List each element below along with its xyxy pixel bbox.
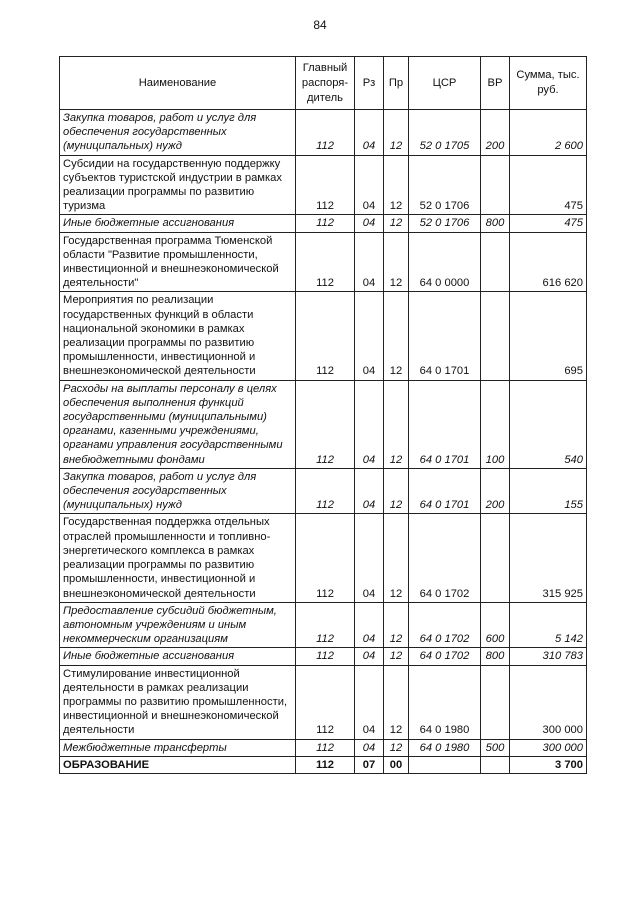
cell-name: Расходы на выплаты персоналу в целях обеспечения выполнения функций государственными (муниципальными) органами, казенными учреждениями, органами управления государственными внебюджетными фондами [60,380,296,468]
cell-admin: 112 [296,155,355,215]
table-row [60,468,587,514]
cell-csr: 64 0 1702 [409,514,481,602]
cell-sum: 310 783 [510,648,587,665]
cell-csr: 64 0 1701 [409,380,481,468]
cell-csr: 64 0 1980 [409,739,481,756]
cell-admin: 112 [296,292,355,380]
cell-admin: 112 [296,514,355,602]
cell-vr [481,514,510,602]
cell-sum: 540 [510,380,587,468]
cell-vr: 200 [481,468,510,514]
cell-sum: 315 925 [510,514,587,602]
cell-pr: 12 [384,110,409,156]
cell-sum: 475 [510,215,587,232]
cell-rz: 04 [355,380,384,468]
cell-name: Иные бюджетные ассигнования [60,215,296,232]
table-row [60,232,587,292]
cell-vr: 200 [481,110,510,156]
cell-csr: 64 0 0000 [409,232,481,292]
cell-name: Иные бюджетные ассигнования [60,648,296,665]
cell-name: Межбюджетные трансферты [60,739,296,756]
cell-vr [481,292,510,380]
cell-admin: 112 [296,756,355,773]
cell-rz: 04 [355,155,384,215]
cell-name: ОБРАЗОВАНИЕ [60,756,296,773]
cell-rz: 07 [355,756,384,773]
cell-pr: 12 [384,380,409,468]
cell-admin: 112 [296,380,355,468]
cell-rz: 04 [355,739,384,756]
cell-admin: 112 [296,665,355,739]
cell-admin: 112 [296,602,355,648]
cell-pr: 12 [384,215,409,232]
table-row [60,665,587,739]
cell-csr: 52 0 1706 [409,215,481,232]
header-sum: Сумма, тыс. руб. [510,57,587,110]
header-rz: Рз [355,57,384,110]
cell-name: Предоставление субсидий бюджетным, автономным учреждениям и иным некоммерческим организациям [60,602,296,648]
cell-rz: 04 [355,665,384,739]
table-row [60,292,587,380]
cell-rz: 04 [355,648,384,665]
cell-sum: 5 142 [510,602,587,648]
table-row [60,756,587,773]
cell-name: Субсидии на государственную поддержку субъектов туристской индустрии в рамках реализации программы по развитию туризма [60,155,296,215]
cell-csr: 64 0 1701 [409,468,481,514]
cell-rz: 04 [355,468,384,514]
cell-csr: 64 0 1701 [409,292,481,380]
cell-csr: 52 0 1706 [409,155,481,215]
page-number: 84 [313,18,327,32]
cell-csr: 64 0 1702 [409,602,481,648]
cell-rz: 04 [355,602,384,648]
table-row [60,739,587,756]
cell-name: Закупка товаров, работ и услуг для обеспечения государственных (муниципальных) нужд [60,468,296,514]
budget-table [59,56,587,774]
cell-pr: 12 [384,648,409,665]
cell-pr: 12 [384,665,409,739]
cell-vr: 800 [481,648,510,665]
cell-pr: 12 [384,514,409,602]
cell-name: Государственная программа Тюменской области "Развитие промышленности, инвестиционной и внешнеэкономической деятельности" [60,232,296,292]
cell-pr: 12 [384,739,409,756]
table-row [60,380,587,468]
cell-name: Государственная поддержка отдельных отраслей промышленности и топливно-энергетического комплекса в рамках реализации программы по развитию промышленности, инвестиционной и внешнеэкономической деятельности [60,514,296,602]
table-row [60,648,587,665]
cell-vr: 800 [481,215,510,232]
cell-admin: 112 [296,648,355,665]
cell-pr: 12 [384,232,409,292]
cell-sum: 3 700 [510,756,587,773]
cell-sum: 2 600 [510,110,587,156]
cell-vr: 600 [481,602,510,648]
header-vr: ВР [481,57,510,110]
cell-rz: 04 [355,292,384,380]
cell-vr [481,756,510,773]
table-row [60,215,587,232]
cell-rz: 04 [355,215,384,232]
header-csr: ЦСР [409,57,481,110]
cell-vr: 100 [481,380,510,468]
cell-sum: 300 000 [510,665,587,739]
cell-csr: 64 0 1702 [409,648,481,665]
header-name: Наименование [60,57,296,110]
cell-rz: 04 [355,514,384,602]
cell-sum: 695 [510,292,587,380]
cell-admin: 112 [296,232,355,292]
cell-name: Закупка товаров, работ и услуг для обеспечения государственных (муниципальных) нужд [60,110,296,156]
cell-sum: 300 000 [510,739,587,756]
table-header-row [60,57,587,110]
cell-admin: 112 [296,215,355,232]
cell-pr: 12 [384,155,409,215]
cell-vr [481,665,510,739]
cell-pr: 12 [384,602,409,648]
cell-rz: 04 [355,232,384,292]
cell-pr: 12 [384,292,409,380]
cell-sum: 155 [510,468,587,514]
cell-admin: 112 [296,110,355,156]
cell-sum: 616 620 [510,232,587,292]
cell-vr: 500 [481,739,510,756]
cell-vr [481,155,510,215]
table-row [60,602,587,648]
cell-csr: 64 0 1980 [409,665,481,739]
cell-csr: 52 0 1705 [409,110,481,156]
cell-vr [481,232,510,292]
table-row [60,514,587,602]
cell-name: Мероприятия по реализации государственных функций в области национальной экономики в рамках реализации программы по развитию промышленности, инвестиционной и внешнеэкономической деятельности [60,292,296,380]
header-pr: Пр [384,57,409,110]
table-row [60,110,587,156]
cell-admin: 112 [296,468,355,514]
cell-admin: 112 [296,739,355,756]
cell-pr: 12 [384,468,409,514]
cell-csr [409,756,481,773]
header-admin: Главный распоря-дитель [296,57,355,110]
cell-pr: 00 [384,756,409,773]
cell-name: Стимулирование инвестиционной деятельности в рамках реализации программы по развитию промышленности, инвестиционной и внешнеэкономической деятельности [60,665,296,739]
cell-rz: 04 [355,110,384,156]
table-row [60,155,587,215]
cell-sum: 475 [510,155,587,215]
